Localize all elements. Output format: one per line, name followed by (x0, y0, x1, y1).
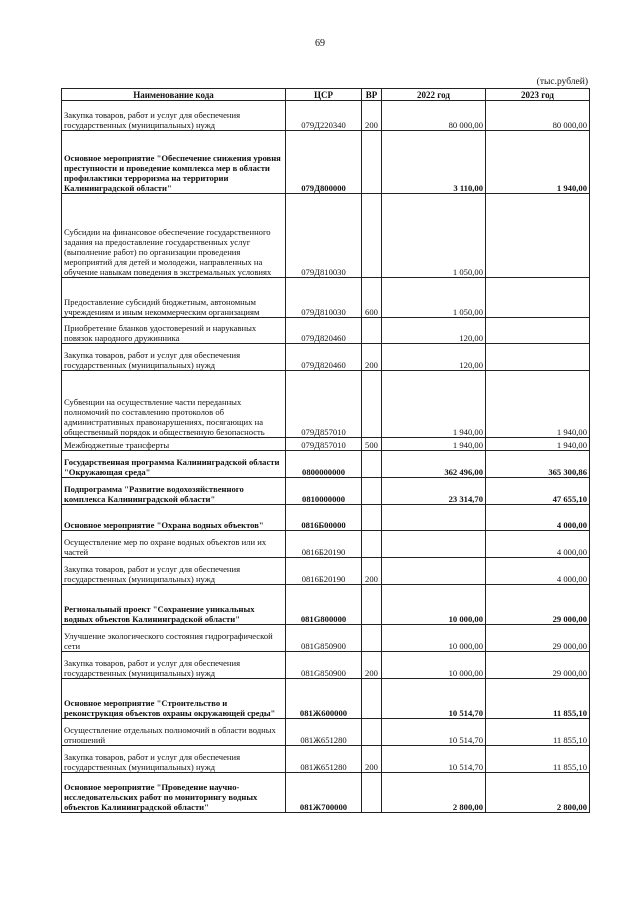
row-2023: 29 000,00 (486, 585, 590, 625)
row-csr: 0816Б00000 (286, 505, 362, 531)
table-row (62, 344, 590, 371)
row-name: Закупка товаров, работ и услуг для обеспечения государственных (муниципальных) нужд (62, 558, 286, 585)
row-2022: 1 940,00 (382, 438, 486, 451)
table-row (62, 478, 590, 505)
row-csr: 0810000000 (286, 478, 362, 505)
table-row (62, 625, 590, 652)
row-2023: 2 800,00 (486, 773, 590, 813)
row-name: Региональный проект "Сохранение уникальных водных объектов Калининградской области" (62, 585, 286, 625)
row-vr (362, 478, 382, 505)
row-2022: 23 314,70 (382, 478, 486, 505)
table-row (62, 318, 590, 344)
table-row (62, 719, 590, 746)
row-csr: 079Д857010 (286, 371, 362, 438)
row-2023: 11 855,10 (486, 679, 590, 719)
row-vr: 500 (362, 438, 382, 451)
units-note: (тыс.рублей) (536, 77, 588, 87)
row-2023 (486, 278, 590, 318)
row-name: Закупка товаров, работ и услуг для обеспечения государственных (муниципальных) нужд (62, 652, 286, 679)
row-name: Предоставление субсидий бюджетным, автономным учреждениям и иным некоммерческим организациям (62, 278, 286, 318)
row-csr: 081Ж651280 (286, 746, 362, 773)
row-vr (362, 451, 382, 478)
row-2023: 4 000,00 (486, 531, 590, 558)
row-vr (362, 625, 382, 652)
row-vr: 200 (362, 101, 382, 131)
row-name: Осуществление отдельных полномочий в области водных отношений (62, 719, 286, 746)
row-name: Приобретение бланков удостоверений и нарукавных повязок народного дружинника (62, 318, 286, 344)
table-row (62, 131, 590, 194)
row-vr (362, 585, 382, 625)
header-2022: 2022 год (382, 89, 486, 101)
row-vr: 200 (362, 746, 382, 773)
row-vr (362, 371, 382, 438)
page-number: 69 (315, 38, 325, 49)
row-2023: 1 940,00 (486, 438, 590, 451)
header-vr: ВР (362, 89, 382, 101)
row-csr: 0800000000 (286, 451, 362, 478)
table-header-row (62, 89, 590, 101)
table-row (62, 194, 590, 278)
row-csr: 079Д857010 (286, 438, 362, 451)
row-name: Основное мероприятие "Строительство и реконструкция объектов охраны окружающей среды" (62, 679, 286, 719)
row-name: Закупка товаров, работ и услуг для обеспечения государственных (муниципальных) нужд (62, 344, 286, 371)
row-2023: 1 940,00 (486, 131, 590, 194)
row-vr (362, 679, 382, 719)
table-row (62, 773, 590, 813)
table-row (62, 278, 590, 318)
row-name: Закупка товаров, работ и услуг для обеспечения государственных (муниципальных) нужд (62, 746, 286, 773)
row-2022 (382, 531, 486, 558)
row-csr: 081Ж700000 (286, 773, 362, 813)
row-2023 (486, 318, 590, 344)
row-csr: 0816Б20190 (286, 531, 362, 558)
row-vr: 200 (362, 558, 382, 585)
row-csr: 079Д820460 (286, 318, 362, 344)
row-name: Закупка товаров, работ и услуг для обеспечения государственных (муниципальных) нужд (62, 101, 286, 131)
row-vr (362, 505, 382, 531)
row-csr: 081G850900 (286, 625, 362, 652)
row-2023: 4 000,00 (486, 558, 590, 585)
row-2022: 10 000,00 (382, 625, 486, 652)
row-name: Основное мероприятие "Обеспечение снижения уровня преступности и проведение комплекса мер в области профилактики терроризма на территории Калининградской области" (62, 131, 286, 194)
row-vr (362, 719, 382, 746)
row-csr: 079Д820460 (286, 344, 362, 371)
table-row (62, 101, 590, 131)
table-row (62, 746, 590, 773)
table-row (62, 679, 590, 719)
row-2023: 11 855,10 (486, 719, 590, 746)
row-2022: 2 800,00 (382, 773, 486, 813)
row-2022: 10 000,00 (382, 585, 486, 625)
row-name: Основное мероприятие "Проведение научно-исследовательских работ по мониторингу водных объектов Калининградской области" (62, 773, 286, 813)
row-vr: 200 (362, 652, 382, 679)
table-row (62, 371, 590, 438)
row-csr: 079Д220340 (286, 101, 362, 131)
row-2022: 10 514,70 (382, 719, 486, 746)
row-2023: 29 000,00 (486, 652, 590, 679)
row-name: Осуществление мер по охране водных объектов или их частей (62, 531, 286, 558)
row-csr: 081Ж651280 (286, 719, 362, 746)
row-2022: 120,00 (382, 318, 486, 344)
row-vr: 600 (362, 278, 382, 318)
table-row (62, 531, 590, 558)
table-row (62, 438, 590, 451)
row-2022: 10 514,70 (382, 679, 486, 719)
table-row (62, 585, 590, 625)
row-name: Основное мероприятие "Охрана водных объектов" (62, 505, 286, 531)
row-vr (362, 773, 382, 813)
row-2022: 120,00 (382, 344, 486, 371)
row-vr: 200 (362, 344, 382, 371)
row-2022: 1 940,00 (382, 371, 486, 438)
row-name: Межбюджетные трансферты (62, 438, 286, 451)
row-2023: 1 940,00 (486, 371, 590, 438)
header-name: Наименование кода (62, 89, 286, 101)
row-vr (362, 531, 382, 558)
row-csr: 079Д810030 (286, 194, 362, 278)
row-2023: 4 000,00 (486, 505, 590, 531)
row-2022: 1 050,00 (382, 278, 486, 318)
table-row (62, 505, 590, 531)
row-csr: 081G800000 (286, 585, 362, 625)
row-csr: 079Д810030 (286, 278, 362, 318)
row-name: Субсидии на финансовое обеспечение государственного задания на предоставление государственных услуг (выполнение работ) по организации проведения мероприятий для детей и молодежи, направленных на обучение навыкам поведения в экстремальных условиях (62, 194, 286, 278)
row-2022 (382, 558, 486, 585)
table-row (62, 451, 590, 478)
row-2022 (382, 505, 486, 531)
row-csr: 0816Б20190 (286, 558, 362, 585)
row-2023: 11 855,10 (486, 746, 590, 773)
row-name: Улучшение экологического состояния гидрографической сети (62, 625, 286, 652)
row-2023: 29 000,00 (486, 625, 590, 652)
table-row (62, 652, 590, 679)
row-2022: 362 496,00 (382, 451, 486, 478)
budget-table (61, 88, 590, 813)
row-2022: 10 000,00 (382, 652, 486, 679)
row-vr (362, 318, 382, 344)
row-2023: 80 000,00 (486, 101, 590, 131)
row-2023: 47 655,10 (486, 478, 590, 505)
row-name: Субвенции на осуществление части переданных полномочий по составлению протоколов об административных правонарушениях, посягающих на общественный порядок и общественную безопасность (62, 371, 286, 438)
row-2022: 80 000,00 (382, 101, 486, 131)
row-2022: 1 050,00 (382, 194, 486, 278)
row-vr (362, 194, 382, 278)
row-name: Подпрограмма "Развитие водохозяйственного комплекса Калининградской области" (62, 478, 286, 505)
header-csr: ЦСР (286, 89, 362, 101)
row-csr: 079Д800000 (286, 131, 362, 194)
row-csr: 081G850900 (286, 652, 362, 679)
row-2022: 3 110,00 (382, 131, 486, 194)
row-2023 (486, 194, 590, 278)
row-2022: 10 514,70 (382, 746, 486, 773)
row-vr (362, 131, 382, 194)
row-csr: 081Ж600000 (286, 679, 362, 719)
row-2023: 365 300,86 (486, 451, 590, 478)
row-2023 (486, 344, 590, 371)
table-row (62, 558, 590, 585)
header-2023: 2023 год (486, 89, 590, 101)
row-name: Государственная программа Калининградской области "Окружающая среда" (62, 451, 286, 478)
